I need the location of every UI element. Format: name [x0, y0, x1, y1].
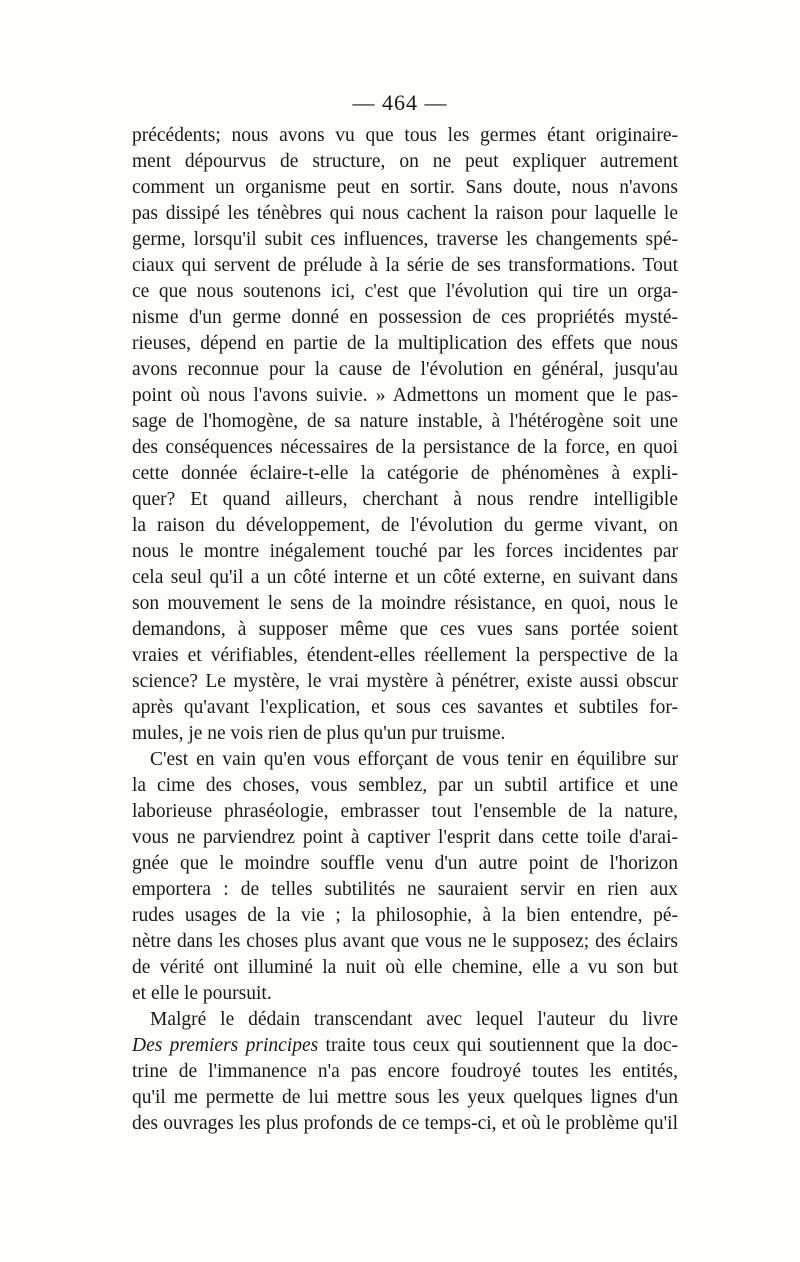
page-number: — 464 — — [352, 90, 448, 115]
body-text — [132, 123, 678, 1137]
text-line: qu'il me permette de lui mettre sous les yeux quelques lignes d'un — [132, 1087, 678, 1108]
book-title: Des premiers principes — [132, 1035, 319, 1056]
text-fragment: traite tous ceux qui soutiennent que la doc- — [318, 1035, 678, 1056]
text-line: et elle le poursuit. — [132, 983, 272, 1004]
text-line: germe, lorsqu'il subit ces influences, traverse les changements spé- — [132, 229, 678, 250]
text-line: point où nous l'avons suivie. » Admettons un moment que le pas- — [132, 385, 678, 406]
text-line: cette donnée éclaire-t-elle la catégorie de phénomènes à expli- — [132, 463, 678, 484]
paragraph-3 — [132, 1007, 678, 1137]
text-line: de vérité ont illuminé la nuit où elle chemine, elle a vu son but — [132, 957, 678, 978]
text-line: précédents; nous avons vu que tous les germes étant originaire- — [132, 125, 678, 146]
text-line: la raison du développement, de l'évolution du germe vivant, on — [132, 515, 678, 536]
text-line: ciaux qui servent de prélude à la série de ses transformations. Tout — [132, 255, 678, 276]
text-line: vraies et vérifiables, étendent-elles réellement la perspective de la — [132, 645, 678, 666]
text-line: laborieuse phraséologie, embrasser tout l'ensemble de la nature, — [132, 801, 678, 822]
text-line: science? Le mystère, le vrai mystère à pénétrer, existe aussi obscur — [132, 671, 678, 692]
text-line: sage de l'homogène, de sa nature instable, à l'hétérogène soit une — [132, 411, 678, 432]
paragraph-1 — [132, 123, 678, 747]
text-line: des conséquences nécessaires de la persistance de la force, en quoi — [132, 437, 678, 458]
paragraph-2 — [132, 747, 678, 1007]
text-line: comment un organisme peut en sortir. Sans doute, nous n'avons — [132, 177, 678, 198]
text-line: mules, je ne vois rien de plus qu'un pur truisme. — [132, 723, 506, 744]
text-line: nous le montre inégalement touché par les forces incidentes par — [132, 541, 678, 562]
text-line: nisme d'un germe donné en possession de ces propriétés mysté- — [132, 307, 678, 328]
text-line: rudes usages de la vie ; la philosophie, à la bien entendre, pé- — [132, 905, 678, 926]
text-line: demandons, à supposer même que ces vues sans portée soient — [132, 619, 678, 640]
text-line: ce que nous soutenons ici, c'est que l'évolution qui tire un orga- — [132, 281, 678, 302]
text-line: Malgré le dédain transcendant avec lequel l'auteur du livre — [150, 1009, 678, 1030]
text-line: ment dépourvus de structure, on ne peut expliquer autrement — [132, 151, 678, 172]
text-line: emportera : de telles subtilités ne sauraient servir en rien aux — [132, 879, 678, 900]
text-line: la cime des choses, vous semblez, par un subtil artifice et une — [132, 775, 678, 796]
text-line-with-title — [132, 1033, 678, 1059]
text-line: C'est en vain qu'en vous efforçant de vous tenir en équilibre sur — [150, 749, 678, 770]
text-line: cela seul qu'il a un côté interne et un côté externe, en suivant dans — [132, 567, 678, 588]
text-line: pas dissipé les ténèbres qui nous cachent la raison pour laquelle le — [132, 203, 678, 224]
text-line: nètre dans les choses plus avant que vous ne le supposez; des éclairs — [132, 931, 678, 952]
text-line: rieuses, dépend en partie de la multiplication des effets que nous — [132, 333, 678, 354]
text-line: quer? Et quand ailleurs, cherchant à nous rendre intelligible — [132, 489, 678, 510]
text-line: après qu'avant l'explication, et sous ces savantes et subtiles for- — [132, 697, 678, 718]
text-line: vous ne parviendrez point à captiver l'esprit dans cette toile d'arai- — [132, 827, 678, 848]
text-line: trine de l'immanence n'a pas encore foudroyé toutes les entités, — [132, 1061, 678, 1082]
text-line: avons reconnue pour la cause de l'évolution en général, jusqu'au — [132, 359, 678, 380]
text-line: gnée que le moindre souffle venu d'un autre point de l'horizon — [132, 853, 678, 874]
text-line: son mouvement le sens de la moindre résistance, en quoi, nous le — [132, 593, 678, 614]
text-line: des ouvrages les plus profonds de ce temps-ci, et où le problème qu'il — [132, 1113, 678, 1134]
